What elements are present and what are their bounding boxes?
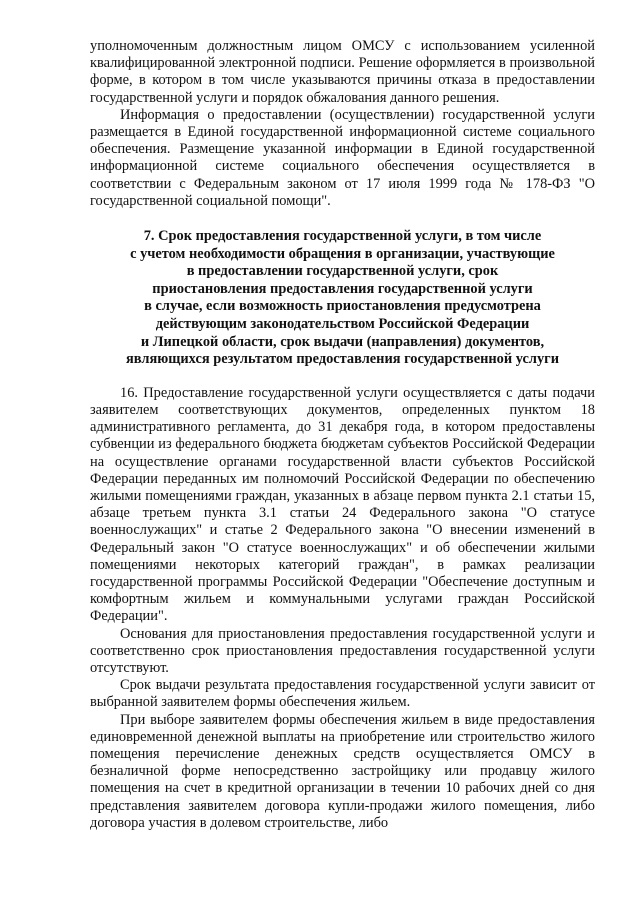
document-page xyxy=(90,38,595,832)
heading-line: и Липецкой области, срок выдачи (направления) документов, xyxy=(140,333,545,350)
paragraph-continuation: уполномоченным должностным лицом ОМСУ с использованием усиленной квалифицированной электронной подписи. Решение оформляется в произвольной форме, в котором в том числе указываются причины отказа в предоставлении государственной услуги и порядок обжалования данного решения. xyxy=(90,38,595,106)
heading-line: действующим законодательством Российской Федерации xyxy=(155,316,530,332)
paragraph-result-term: Срок выдачи результата предоставления государственной услуги зависит от выбранной заявителем формы обеспечения жильем. xyxy=(90,677,595,711)
heading-line: 7. Срок предоставления государственной услуги, в том числе xyxy=(143,228,542,245)
paragraph-information-placement: Информация о предоставлении (осуществлении) государственной услуги размещается в Единой государственной информационной системе социального обеспечения. Размещение указанной информации в Единой государственной информационной системе социального обеспечения осуществляется в соответствии с Федеральным законом от 17 июля 1999 года № 178-ФЗ "О государственной социальной помощи". xyxy=(90,106,595,209)
heading-line: с учетом необходимости обращения в организации, участвующие xyxy=(130,245,555,262)
section-heading xyxy=(90,228,595,369)
paragraph-suspension-grounds: Основания для приостановления предоставления государственной услуги и соответственно срок приостановления предоставления государственной услуги отсутствуют. xyxy=(90,625,595,677)
paragraph-16: 16. Предоставление государственной услуги осуществляется с даты подачи заявителем соответствующих документов, определенных пунктом 18 административного регламента, до 31 декабря года, в котором предоставлены субвенции из федерального бюджета бюджетам субъектов Российской Федерации на осуществление органами государственной власти субъектов Российской Федерации переданных им полномочий Российской Федерации по обеспечению жилыми помещениями граждан, указанных в абзаце первом пункта 2.1 статьи 15, абзаце третьем пункта 3.1 статьи 24 Федерального закона "О статусе военнослужащих" и статье 2 Федерального закона "О внесении изменений в Федеральный закон "О статусе военнослужащих" и об обеспечении жилыми помещениями некоторых категорий граждан", в рамках реализации государственной программы Российской Федерации "Обеспечение доступным и комфортным жильем и коммунальными услугами граждан Российской Федерации". xyxy=(90,384,595,625)
heading-line: являющихся результатом предоставления государственной услуги xyxy=(126,351,559,368)
heading-line: приостановления предоставления государственной услуги xyxy=(152,280,533,297)
paragraph-lump-sum-payment: При выборе заявителем формы обеспечения жильем в виде предоставления единовременной денежной выплаты на приобретение или строительство жилого помещения перечисление денежных средств осуществляется ОМСУ в безналичной форме непосредственно застройщику или продавцу жилого помещения на счет в кредитной организации в течении 10 рабочих дней со дня представления заявителем договора купли-продажи жилого помещения, либо договора участия в долевом строительстве, либо xyxy=(90,711,595,831)
heading-line: в случае, если возможность приостановления предусмотрена xyxy=(144,298,541,315)
heading-line: в предоставлении государственной услуги, срок xyxy=(186,263,499,280)
